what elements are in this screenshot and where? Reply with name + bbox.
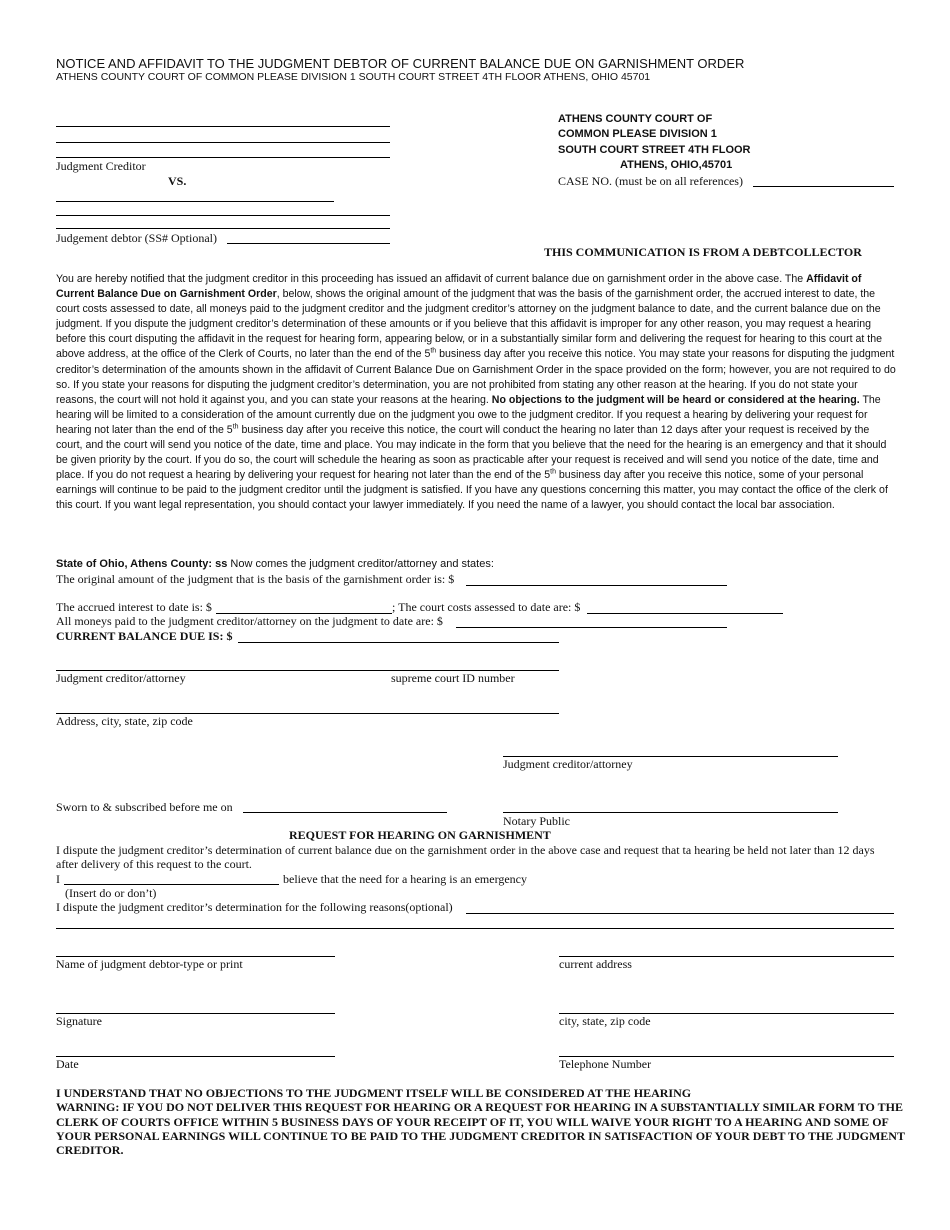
vs-label: VS.	[168, 174, 187, 188]
court-block-line-3: SOUTH COURT STREET 4TH FLOOR	[558, 144, 751, 156]
city-state-zip-label: city, state, zip code	[559, 1014, 651, 1028]
current-balance-field[interactable]	[238, 642, 559, 643]
current-balance-label: CURRENT BALANCE DUE IS: $	[56, 629, 233, 643]
insert-do-or-dont-note: (Insert do or don’t)	[65, 886, 157, 900]
sworn-date-field[interactable]	[243, 812, 447, 813]
debtcollector-notice: THIS COMMUNICATION IS FROM A DEBTCOLLECTOR	[544, 245, 862, 259]
notice-paragraph: You are hereby notified that the judgment creditor in this proceeding has issued an affidavit of current balance due on garnishment order in the above case. The Affidavit of Current Balance Due on Garnishment Order, below, shows the original amount of the judgment that was the basis of the garnishment order, the accrued interest to date, the court costs assessed to date, all moneys paid to the judgment creditor and the judgment creditor’s attorney on the judgment balance to date, and the current balance due on the judgment. If you dispute the judgment creditor’s determination of these amounts or if you believe that this affidavit is improper for any other reason, you may request a hearing before this court disputing the affidavit in the request for hearing form, appearing below, or in a substantially similar form and delivering the request for hearing to this court at the above address, at the office of the Clerk of Courts, no later than the end of the 5th business day after you receive this notice. You may state your reasons for disputing the judgment creditor’s determination of the amounts shown in the affidavit of Current Balance Due on Garnishment Order in the space provided on the form; however, you are not required to do so. If you state your reasons for disputing the judgment creditor’s determination, you are not prohibited from stating any other reason at the hearing. If you do not state your reasons, the court will not hold it against you, and you can state your reasons at the hearing. No objections to the judgment will be heard or considered at the hearing. The hearing will be limited to a consideration of the amount currently due on the judgment you owe to the judgment creditor. If you request a hearing by delivering your request for hearing not later than the end of the 5th business day after you receive this notice, the court will conduct the hearing no later than 12 days after your request is received by the court, and the court will send you notice of the date, time and place. You may indicate in the form that you believe that the need for the hearing is an emergency and that it should be given priority by the court. If you do so, the court will schedule the hearing as soon as practicable after your request is received and will send you notice of the date, time and place. If you do not request a hearing by delivering your request for hearing not later than the end of the 5th business day after you receive this notice, some of your personal earnings will continue to be paid to the judgment creditor until the judgment is satisfied. If you have any questions concerning this matter, you may contact the office of the clerk of this court. If you want legal representation, you should contact your lawyer immediately. If you need the name of a lawyer, you should contact the local bar association.	[56, 273, 896, 512]
judgment-creditor-label: Judgment Creditor	[56, 159, 146, 173]
court-block-line-4: ATHENS, OHIO,45701	[620, 159, 733, 171]
do-or-dont-field[interactable]	[64, 884, 279, 885]
case-no-label: CASE NO. (must be on all references)	[558, 174, 743, 188]
court-block-line-2: COMMON PLEASE DIVISION 1	[558, 128, 717, 140]
court-address-line: ATHENS COUNTY COURT OF COMMON PLEASE DIVISION 1 SOUTH COURT STREET 4TH FLOOR ATHENS, OHIO 45701	[56, 71, 651, 83]
reasons-label: I dispute the judgment creditor’s determination for the following reasons(optional)	[56, 900, 453, 914]
debtor-line-3[interactable]	[56, 228, 390, 229]
court-costs-label: ; The court costs assessed to date are: $	[392, 600, 581, 614]
reasons-field-2[interactable]	[56, 928, 894, 929]
creditor-line-1[interactable]	[56, 126, 390, 127]
accrued-interest-label: The accrued interest to date is: $	[56, 600, 212, 614]
moneys-paid-label: All moneys paid to the judgment creditor/attorney on the judgment to date are: $	[56, 614, 443, 628]
state-of-ohio-line: State of Ohio, Athens County: ss Now comes the judgment creditor/attorney and states:	[56, 558, 494, 570]
creditor-attorney-label: Judgment creditor/attorney	[56, 671, 186, 685]
address-label: Address, city, state, zip code	[56, 714, 193, 728]
current-address-label: current address	[559, 957, 632, 971]
case-no-field[interactable]	[753, 186, 894, 187]
debtor-line-1[interactable]	[56, 201, 334, 202]
creditor-attorney-signature-label: Judgment creditor/attorney	[503, 757, 633, 771]
form-title: NOTICE AND AFFIDAVIT TO THE JUDGMENT DEBTOR OF CURRENT BALANCE DUE ON GARNISHMENT ORDER	[56, 56, 745, 71]
moneys-paid-field[interactable]	[456, 627, 727, 628]
creditor-line-3[interactable]	[56, 157, 390, 158]
original-amount-label: The original amount of the judgment that is the basis of the garnishment order is: $	[56, 572, 455, 586]
warning-block	[56, 1086, 906, 1157]
creditor-line-2[interactable]	[56, 142, 390, 143]
telephone-label: Telephone Number	[559, 1057, 652, 1071]
ssn-field[interactable]	[227, 243, 390, 244]
reasons-field-1[interactable]	[466, 913, 894, 914]
notary-public-label: Notary Public	[503, 814, 570, 828]
date-label: Date	[56, 1057, 79, 1071]
judgment-debtor-label: Judgement debtor (SS# Optional)	[56, 231, 217, 245]
debtor-line-2[interactable]	[56, 215, 390, 216]
emergency-text: believe that the need for a hearing is an emergency	[283, 872, 528, 886]
dispute-statement: I dispute the judgment creditor’s determination of current balance due on the garnishment order in the above case and request that ta hearing be held not later than 12 days after delivery of this request to the court.	[56, 843, 875, 871]
supreme-court-id-label: supreme court ID number	[391, 671, 515, 685]
debtor-name-label: Name of judgment debtor-type or print	[56, 957, 243, 971]
date-line[interactable]	[56, 1056, 335, 1057]
court-block-line-1: ATHENS COUNTY COURT OF	[558, 113, 713, 125]
request-hearing-title: REQUEST FOR HEARING ON GARNISHMENT	[289, 828, 551, 842]
original-amount-field[interactable]	[466, 585, 727, 586]
notary-signature-line[interactable]	[503, 812, 838, 813]
sworn-label: Sworn to & subscribed before me on	[56, 800, 233, 814]
court-costs-field[interactable]	[587, 613, 783, 614]
i-label: I	[56, 872, 60, 886]
warning-text: WARNING: IF YOU DO NOT DELIVER THIS REQUEST FOR HEARING OR A REQUEST FOR HEARING IN A SUBSTANTIALLY SIMILAR FORM TO THE CLERK OF COURTS OFFICE WITHIN 5 BUSINESS DAYS OF YOUR RECEIPT OF IT, YOU WILL WAIVE YOUR RIGHT TO A HEARING AND SOME OF YOUR PERSONAL EARNINGS WILL CONTINUE TO BE PAID TO THE JUDGMENT CREDITOR IN SATISFACTION OF YOUR DEBT TO THE JUDGMENT CREDITOR.	[56, 1100, 905, 1158]
no-objections-statement: I UNDERSTAND THAT NO OBJECTIONS TO THE JUDGMENT ITSELF WILL BE CONSIDERED AT THE HEARING	[56, 1086, 692, 1100]
signature-label: Signature	[56, 1014, 102, 1028]
